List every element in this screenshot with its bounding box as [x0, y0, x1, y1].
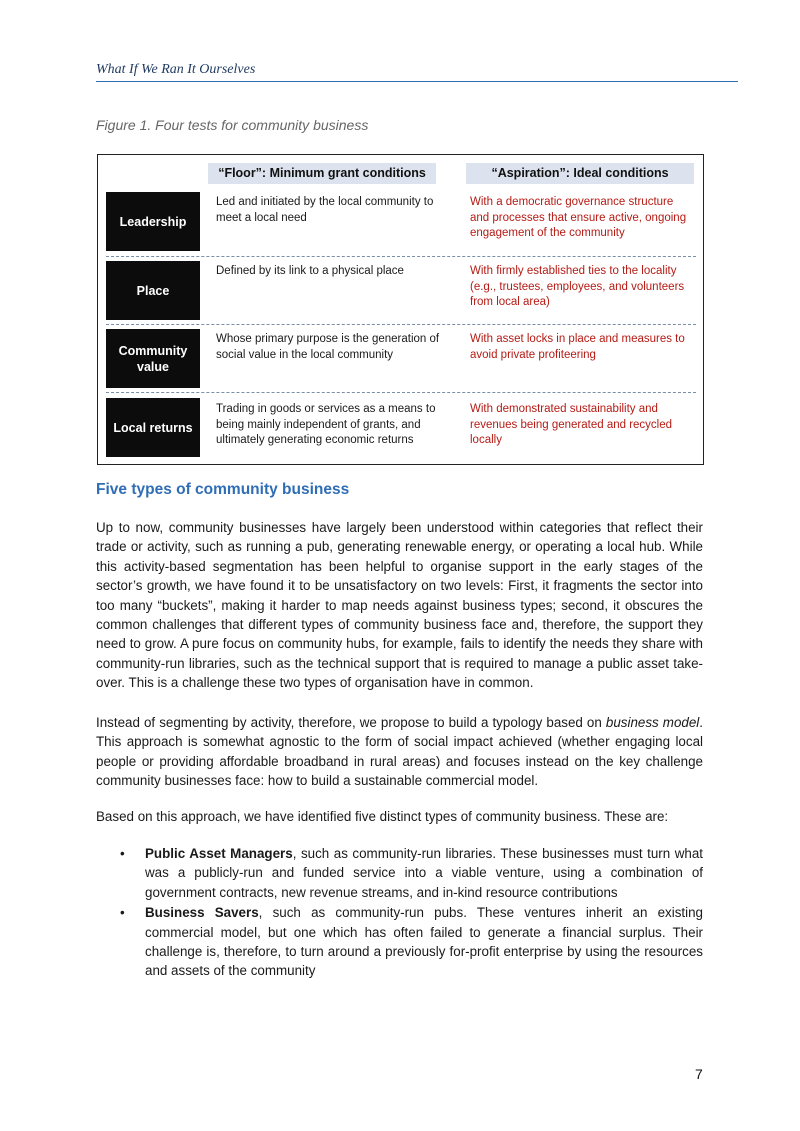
- floor-cell-place: Defined by its link to a physical place: [216, 265, 404, 277]
- bullet-list: [96, 844, 703, 982]
- aspiration-cell-community-value: With asset locks in place and measures to avoid private profiteering: [470, 333, 685, 361]
- list-item: [96, 844, 703, 902]
- bullet-text: , such as community-run pubs. These ventures inherit an existing commercial model, but one which has often failed to generate a financial surplus. Their challenge is, therefore, to turn around a previously for-profit enterprise by using the resources and assets of the community: [145, 905, 703, 979]
- row-divider: [106, 256, 696, 257]
- floor-cell-community-value: Whose primary purpose is the generation of social value in the local community: [216, 333, 440, 361]
- section-heading: Five types of community business: [96, 481, 350, 498]
- row-label-community-value: Community value: [106, 329, 200, 388]
- floor-cell-leadership: Led and initiated by the local community to meet a local need: [216, 196, 434, 224]
- bullet-text: , such as community-run libraries. These businesses must turn what was a publicly-run and funded service into a viable venture, using a combination of government contracts, new revenue streams, and in-kind resource contributions: [145, 846, 703, 900]
- paragraph-five-types: Based on this approach, we have identified five distinct types of community business. These are:: [96, 809, 669, 824]
- bullet-term: Public Asset Managers: [145, 846, 293, 861]
- page-number: 7: [695, 1066, 703, 1082]
- paragraph-text: . This approach is somewhat agnostic to the form of social impact achieved (whether engaging local people or providing affordable broadband in rural areas) and focuses instead on the key challenge community businesses face: how to build a sustainable commercial model.: [96, 715, 704, 789]
- paragraph-text: Instead of segmenting by activity, therefore, we propose to build a typology based on: [96, 715, 606, 730]
- bullet-term: Business Savers: [145, 905, 259, 921]
- list-item: [96, 903, 703, 981]
- row-label-place: Place: [106, 261, 200, 320]
- column-header-aspiration: “Aspiration”: Ideal conditions: [466, 163, 694, 184]
- row-divider: [106, 392, 696, 393]
- figure-caption: Figure 1. Four tests for community business: [96, 117, 369, 133]
- aspiration-cell-local-returns: With demonstrated sustainability and revenues being generated and recycled locally: [470, 403, 673, 446]
- bullet-icon: •: [120, 905, 125, 921]
- figure-four-tests: [97, 154, 704, 465]
- floor-cell-local-returns: Trading in goods or services as a means to being mainly independent of grants, and ultimately generating economic returns: [216, 403, 436, 446]
- header-rule: [96, 81, 738, 82]
- emphasis-text: business model: [605, 715, 700, 730]
- row-divider: [106, 324, 696, 325]
- paragraph-business-model: [96, 713, 703, 791]
- bullet-icon: •: [120, 846, 125, 861]
- aspiration-cell-leadership: With a democratic governance structure and processes that ensure active, ongoing engagement of the community: [470, 196, 687, 239]
- row-label-local-returns: Local returns: [106, 398, 200, 457]
- column-header-floor: “Floor”: Minimum grant conditions: [208, 163, 436, 184]
- running-header-title: What If We Ran It Ourselves: [96, 62, 256, 77]
- aspiration-cell-place: With firmly established ties to the locality (e.g., trustees, employees, and volunteers from local area): [470, 265, 685, 308]
- row-label-leadership: Leadership: [106, 192, 200, 251]
- paragraph-intro: Up to now, community businesses have largely been understood within categories that reflect their trade or activity, such as running a pub, generating renewable energy, or operating a local hub. While this activity-based segmentation has been helpful to organise support in the early stages of the sector’s growth, we have found it to be unsatisfactory on two levels: First, it fragments the sector into too many “buckets”, making it harder to map needs against business types; second, it obscures the common challenges that different types of community business face and, therefore, the support they need to grow. A pure focus on community hubs, for example, fails to identify the needs they share with community-run libraries, such as the technical support that is required to manage a public asset take-over. This is a challenge these two types of organisation have in common.: [96, 520, 703, 691]
